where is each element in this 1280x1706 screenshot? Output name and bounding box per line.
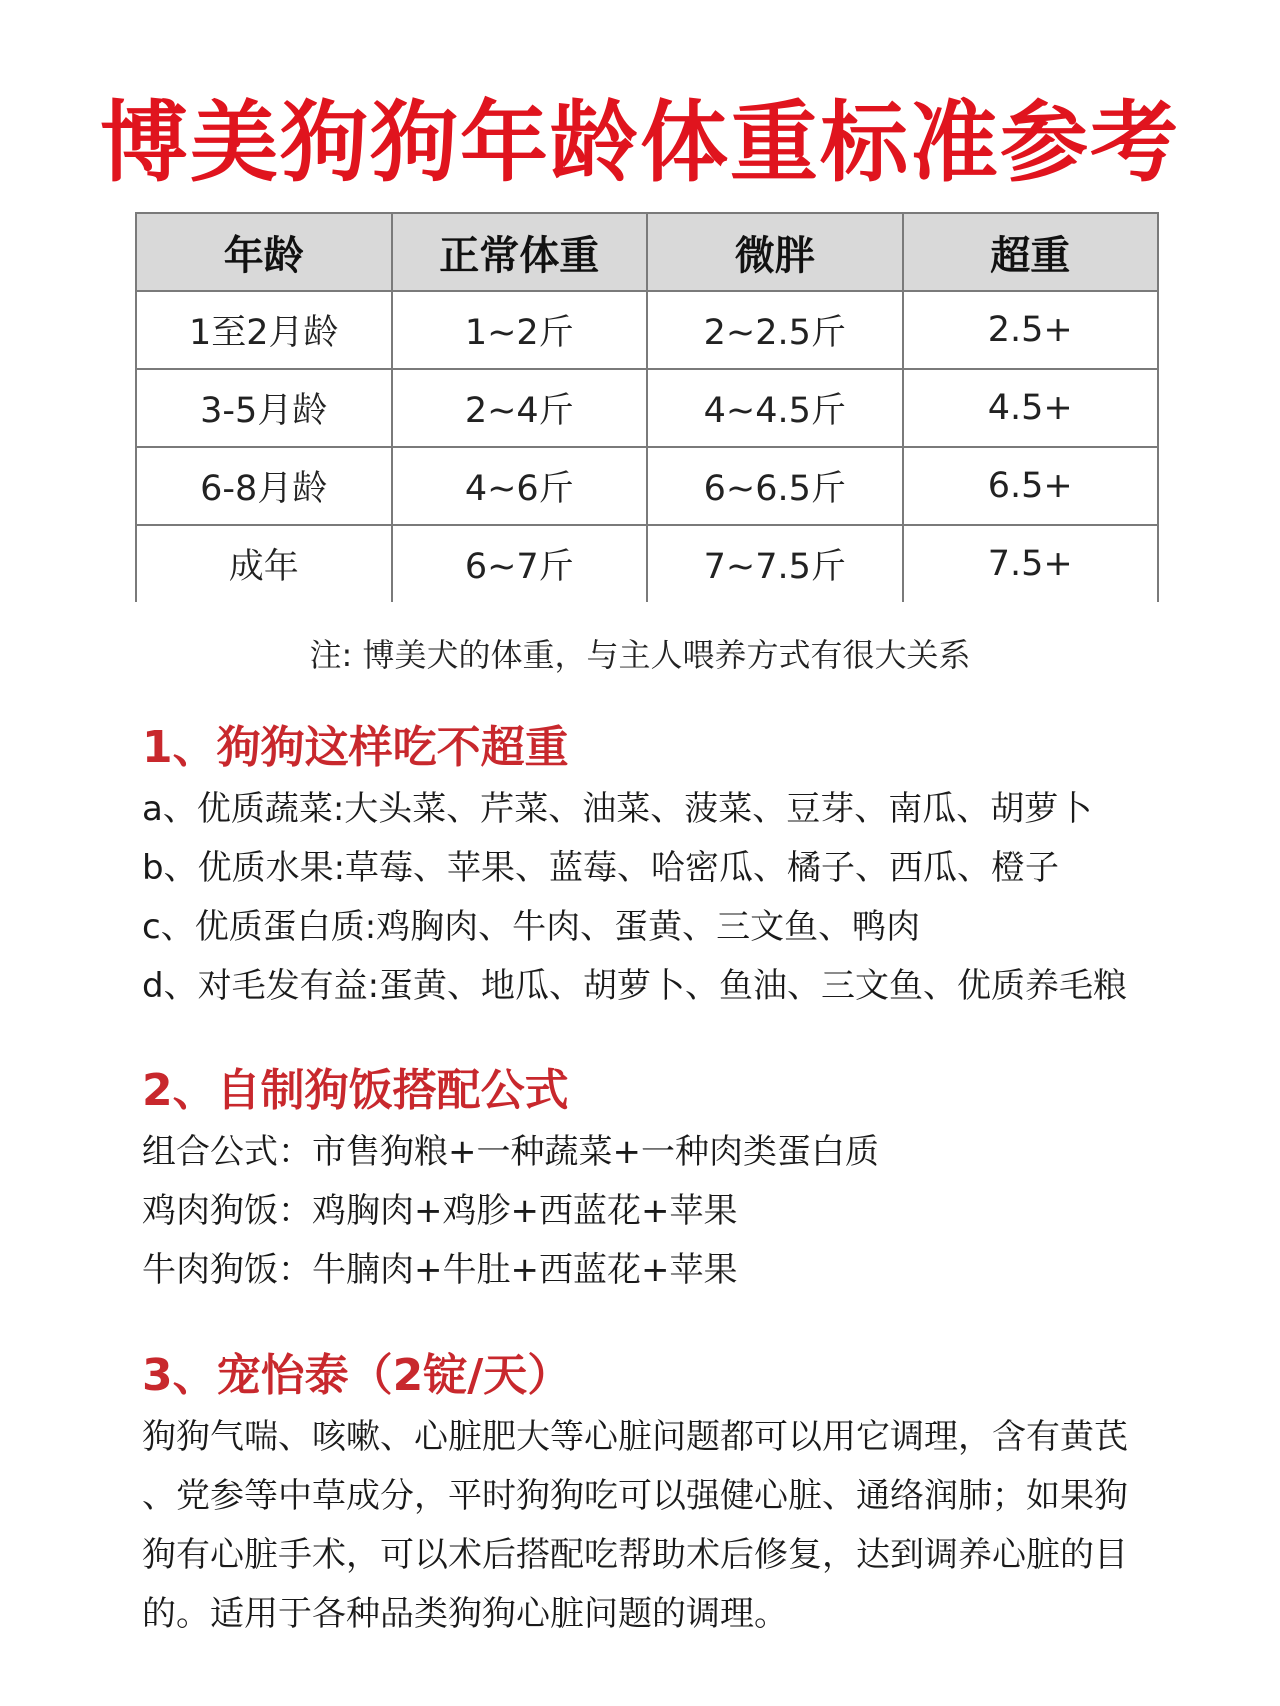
section-supplement: [142, 1344, 1162, 1644]
table-cell: 6~7斤: [392, 525, 648, 602]
table-cell: 1至2月龄: [136, 291, 392, 369]
table-cell: 2~4斤: [392, 369, 648, 447]
table-cell: 7~7.5斤: [647, 525, 903, 602]
table-cell: 1~2斤: [392, 291, 648, 369]
table-cell: 7.5+: [903, 525, 1159, 602]
column-header-overweight: 超重: [903, 213, 1159, 291]
page-title: 博美狗狗年龄体重标准参考: [99, 91, 1180, 194]
column-header-age: 年龄: [136, 213, 392, 291]
list-item: 牛肉狗饭：牛腩肉+牛肚+西蓝花+苹果: [142, 1250, 738, 1290]
section-heading: 3、宠怡泰（2锭/天）: [142, 1350, 572, 1401]
table-cell: 3-5月龄: [136, 369, 392, 447]
paragraph-line: 狗狗气喘、咳嗽、心脏肥大等心脏问题都可以用它调理，含有黄芪: [142, 1417, 1128, 1457]
weight-table: [135, 212, 1159, 602]
section-homemade-food: [142, 1059, 1162, 1300]
table-header-row: [136, 213, 1158, 291]
paragraph-line: 狗有心脏手术，可以术后搭配吃帮助术后修复，达到调养心脏的目: [142, 1535, 1128, 1575]
table-row: [136, 447, 1158, 525]
table-cell: 4~4.5斤: [647, 369, 903, 447]
table-row: [136, 291, 1158, 369]
table-row: [136, 369, 1158, 447]
column-header-slightly-fat: 微胖: [647, 213, 903, 291]
list-item: 组合公式：市售狗粮+一种蔬菜+一种肉类蛋白质: [142, 1132, 879, 1172]
table-cell: 4~6斤: [392, 447, 648, 525]
paragraph-line: 、党参等中草成分，平时狗狗吃可以强健心脏、通络润肺；如果狗: [142, 1476, 1128, 1516]
table-cell: 6-8月龄: [136, 447, 392, 525]
table-row: [136, 525, 1158, 602]
list-item: 鸡肉狗饭：鸡胸肉+鸡胗+西蓝花+苹果: [142, 1191, 738, 1231]
table-cell: 6.5+: [903, 447, 1159, 525]
table-cell: 6~6.5斤: [647, 447, 903, 525]
table-cell: 2.5+: [903, 291, 1159, 369]
section-heading: 1、狗狗这样吃不超重: [142, 722, 569, 773]
column-header-normal: 正常体重: [392, 213, 648, 291]
list-item: d、对毛发有益:蛋黄、地瓜、胡萝卜、鱼油、三文鱼、优质养毛粮: [142, 966, 1128, 1006]
section-diet: [142, 716, 1162, 1016]
paragraph-line: 的。适用于各种品类狗狗心脏问题的调理。: [142, 1594, 788, 1634]
list-item: a、优质蔬菜:大头菜、芹菜、油菜、菠菜、豆芽、南瓜、胡萝卜: [142, 789, 1093, 829]
table-cell: 成年: [136, 525, 392, 602]
table-note: 注: 博美犬的体重，与主人喂养方式有很大关系: [309, 636, 971, 674]
table-cell: 4.5+: [903, 369, 1159, 447]
description-paragraph: [142, 1408, 1162, 1644]
list-item: b、优质水果:草莓、苹果、蓝莓、哈密瓜、橘子、西瓜、橙子: [142, 848, 1060, 888]
section-heading: 2、自制狗饭搭配公式: [142, 1065, 569, 1116]
list-item: c、优质蛋白质:鸡胸肉、牛肉、蛋黄、三文鱼、鸭肉: [142, 907, 921, 947]
table-cell: 2~2.5斤: [647, 291, 903, 369]
